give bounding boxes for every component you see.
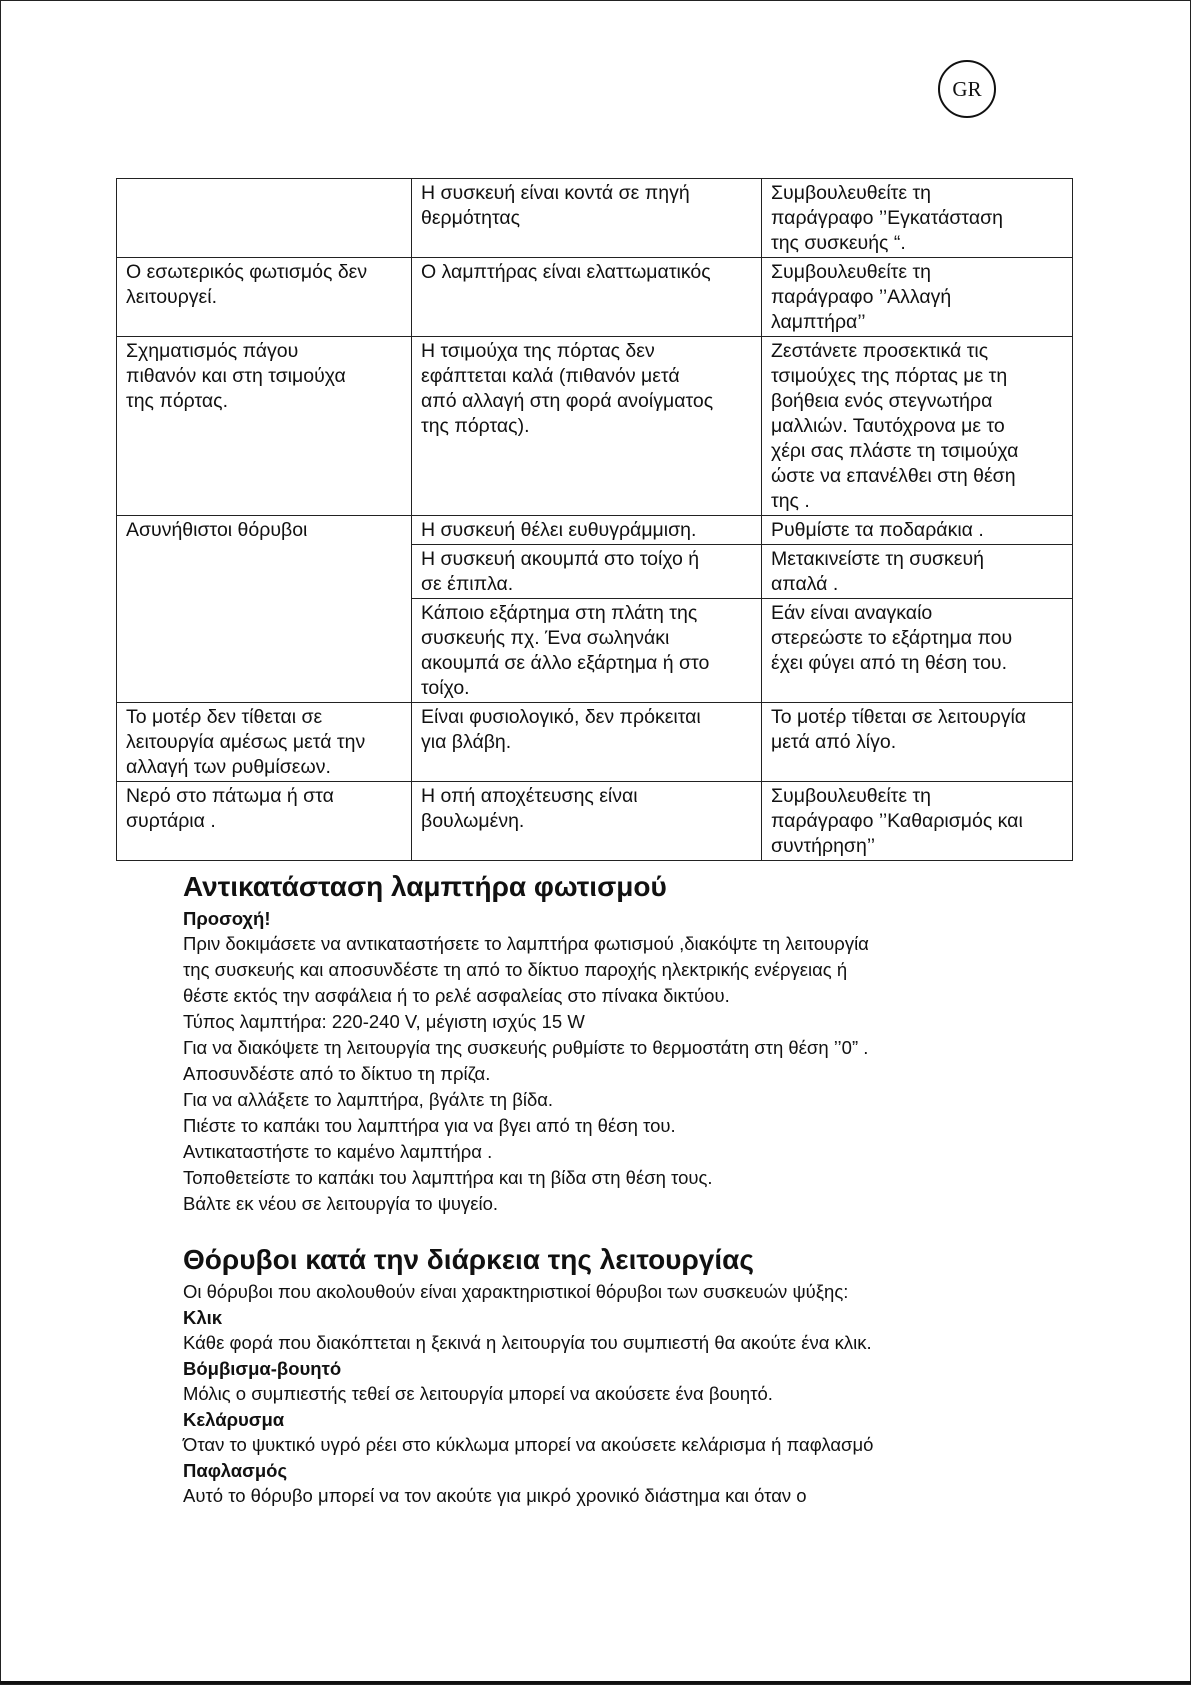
table-cell-remedy: Ρυθμίστε τα ποδαράκια . bbox=[762, 516, 1073, 545]
table-cell-problem: Ασυνήθιστοι θόρυβοι bbox=[117, 516, 412, 703]
table-cell-remedy: Συμβουλευθείτε τη παράγραφο ’’Εγκατάσταση της συσκευής “. bbox=[762, 179, 1073, 258]
table-cell-cause: Είναι φυσιολογικό, δεν πρόκειται για βλάβη. bbox=[412, 703, 762, 782]
lamp-step-line: Για να αλλάξετε το λαμπτήρα, βγάλτε τη βίδα. bbox=[183, 1089, 554, 1110]
lamp-spec-line: Τύπος λαμπτήρα: 220-240 V, μέγιστη ισχύς 15 W bbox=[183, 1011, 585, 1032]
noise-intro: Οι θόρυβοι που ακολουθούν είναι χαρακτηριστικοί θόρυβοι των συσκευών ψύξης: bbox=[183, 1281, 849, 1302]
lamp-step-line: Βάλτε εκ νέου σε λειτουργία το ψυγείο. bbox=[183, 1193, 499, 1214]
section-spacer bbox=[183, 1229, 1063, 1241]
troubleshooting-table bbox=[116, 178, 1073, 861]
table-row bbox=[117, 179, 1073, 258]
table-cell-problem: Νερό στο πάτωμα ή στα συρτάρια . bbox=[117, 782, 412, 861]
table-cell-cause: Η συσκευή θέλει ευθυγράμμιση. bbox=[412, 516, 762, 545]
table-cell-problem: Σχηματισμός πάγου πιθανόν και στη τσιμούχα της πόρτας. bbox=[117, 337, 412, 516]
table-row bbox=[117, 516, 1073, 545]
table-cell-remedy: Ζεστάνετε προσεκτικά τις τσιμούχες της πόρτας με τη βοήθεια ενός στεγνωτήρα μαλλιών. Ταυτόχρονα με το χέρι σας πλάστε τη τσιμούχα ώστε να επανέλθει στη θέση της . bbox=[762, 337, 1073, 516]
main-content bbox=[183, 868, 1063, 1509]
noise-type-description: Όταν το ψυκτικό υγρό ρέει στο κύκλωμα μπορεί να ακούσετε κελάρισμα ή παφλασμό bbox=[183, 1434, 874, 1455]
section-title-noise: Θόρυβοι κατά την διάρκεια της λειτουργίας bbox=[183, 1244, 754, 1275]
table-cell-cause: Η οπή αποχέτευσης είναι βουλωμένη. bbox=[412, 782, 762, 861]
table-cell-remedy: Συμβουλευθείτε τη παράγραφο ’’Καθαρισμός και συντήρηση’’ bbox=[762, 782, 1073, 861]
noise-type-description: Μόλις ο συμπιεστής τεθεί σε λειτουργία μπορεί να ακούσετε ένα βουητό. bbox=[183, 1383, 773, 1404]
table-cell-cause: Η συσκευή είναι κοντά σε πηγή θερμότητας bbox=[412, 179, 762, 258]
table-cell-problem bbox=[117, 179, 412, 258]
lamp-paragraph-line: Πριν δοκιμάσετε να αντικαταστήσετε το λαμπτήρα φωτισμού ,διακόψτε τη λειτουργία bbox=[183, 933, 869, 954]
lamp-step-line: Για να διακόψετε τη λειτουργία της συσκευής ρυθμίστε το θερμοστάτη στη θέση ’’0” . bbox=[183, 1037, 869, 1058]
lamp-step-line: Τοποθετείστε το καπάκι του λαμπτήρα και τη βίδα στη θέση τους. bbox=[183, 1167, 713, 1188]
noise-type-description: Αυτό το θόρυβο μπορεί να τον ακούτε για μικρό χρονικό διάστημα και όταν ο bbox=[183, 1485, 807, 1506]
table-row bbox=[117, 258, 1073, 337]
lamp-step-line: Πιέστε το καπάκι του λαμπτήρα για να βγει από τη θέση του. bbox=[183, 1115, 676, 1136]
table-row bbox=[117, 337, 1073, 516]
warning-label: Προσοχή! bbox=[183, 908, 271, 929]
table-cell-remedy: Συμβουλευθείτε τη παράγραφο ’’Αλλαγή λαμπτήρα’’ bbox=[762, 258, 1073, 337]
language-badge: GR bbox=[938, 60, 996, 118]
noise-type-heading: Παφλασμός bbox=[183, 1460, 288, 1481]
lamp-step-line: Αποσυνδέστε από το δίκτυο τη πρίζα. bbox=[183, 1063, 491, 1084]
table-cell-remedy: Το μοτέρ τίθεται σε λειτουργία μετά από λίγο. bbox=[762, 703, 1073, 782]
table-cell-cause: Η τσιμούχα της πόρτας δεν εφάπτεται καλά (πιθανόν μετά από αλλαγή στη φορά ανοίγματος της πόρτας). bbox=[412, 337, 762, 516]
noise-type-description: Κάθε φορά που διακόπτεται η ξεκινά η λειτουργία του συμπιεστή θα ακούτε ένα κλικ. bbox=[183, 1332, 872, 1353]
table-row bbox=[117, 782, 1073, 861]
table-cell-problem: Ο εσωτερικός φωτισμός δεν λειτουργεί. bbox=[117, 258, 412, 337]
section-spacer bbox=[183, 1217, 1063, 1229]
lamp-paragraph-line: θέστε εκτός την ασφάλεια ή το ρελέ ασφαλείας στο πίνακα δικτύου. bbox=[183, 985, 730, 1006]
table-cell-remedy: Μετακινείστε τη συσκευή απαλά . bbox=[762, 545, 1073, 599]
noise-type-heading: Βόμβισμα-βουητό bbox=[183, 1358, 342, 1379]
section-title-lamp: Αντικατάσταση λαμπτήρα φωτισμού bbox=[183, 871, 667, 902]
table-cell-cause: Η συσκευή ακουμπά στο τοίχο ή σε έπιπλα. bbox=[412, 545, 762, 599]
lamp-paragraph-line: της συσκευής και αποσυνδέστε τη από το δίκτυο παροχής ηλεκτρικής ενέργειας ή bbox=[183, 959, 848, 980]
table-row bbox=[117, 703, 1073, 782]
bottom-rule bbox=[0, 1681, 1191, 1684]
noise-type-heading: Κλικ bbox=[183, 1307, 223, 1328]
table-cell-remedy: Εάν είναι αναγκαίο στερεώστε το εξάρτημα που έχει φύγει από τη θέση του. bbox=[762, 599, 1073, 703]
noise-type-heading: Κελάρυσμα bbox=[183, 1409, 285, 1430]
table-cell-cause: Ο λαμπτήρας είναι ελαττωματικός bbox=[412, 258, 762, 337]
lamp-step-line: Αντικαταστήστε το καμένο λαμπτήρα . bbox=[183, 1141, 493, 1162]
table-cell-cause: Κάποιο εξάρτημα στη πλάτη της συσκευής πχ. Ένα σωληνάκι ακουμπά σε άλλο εξάρτημα ή στο τοίχο. bbox=[412, 599, 762, 703]
table-cell-problem: Το μοτέρ δεν τίθεται σε λειτουργία αμέσως μετά την αλλαγή των ρυθμίσεων. bbox=[117, 703, 412, 782]
